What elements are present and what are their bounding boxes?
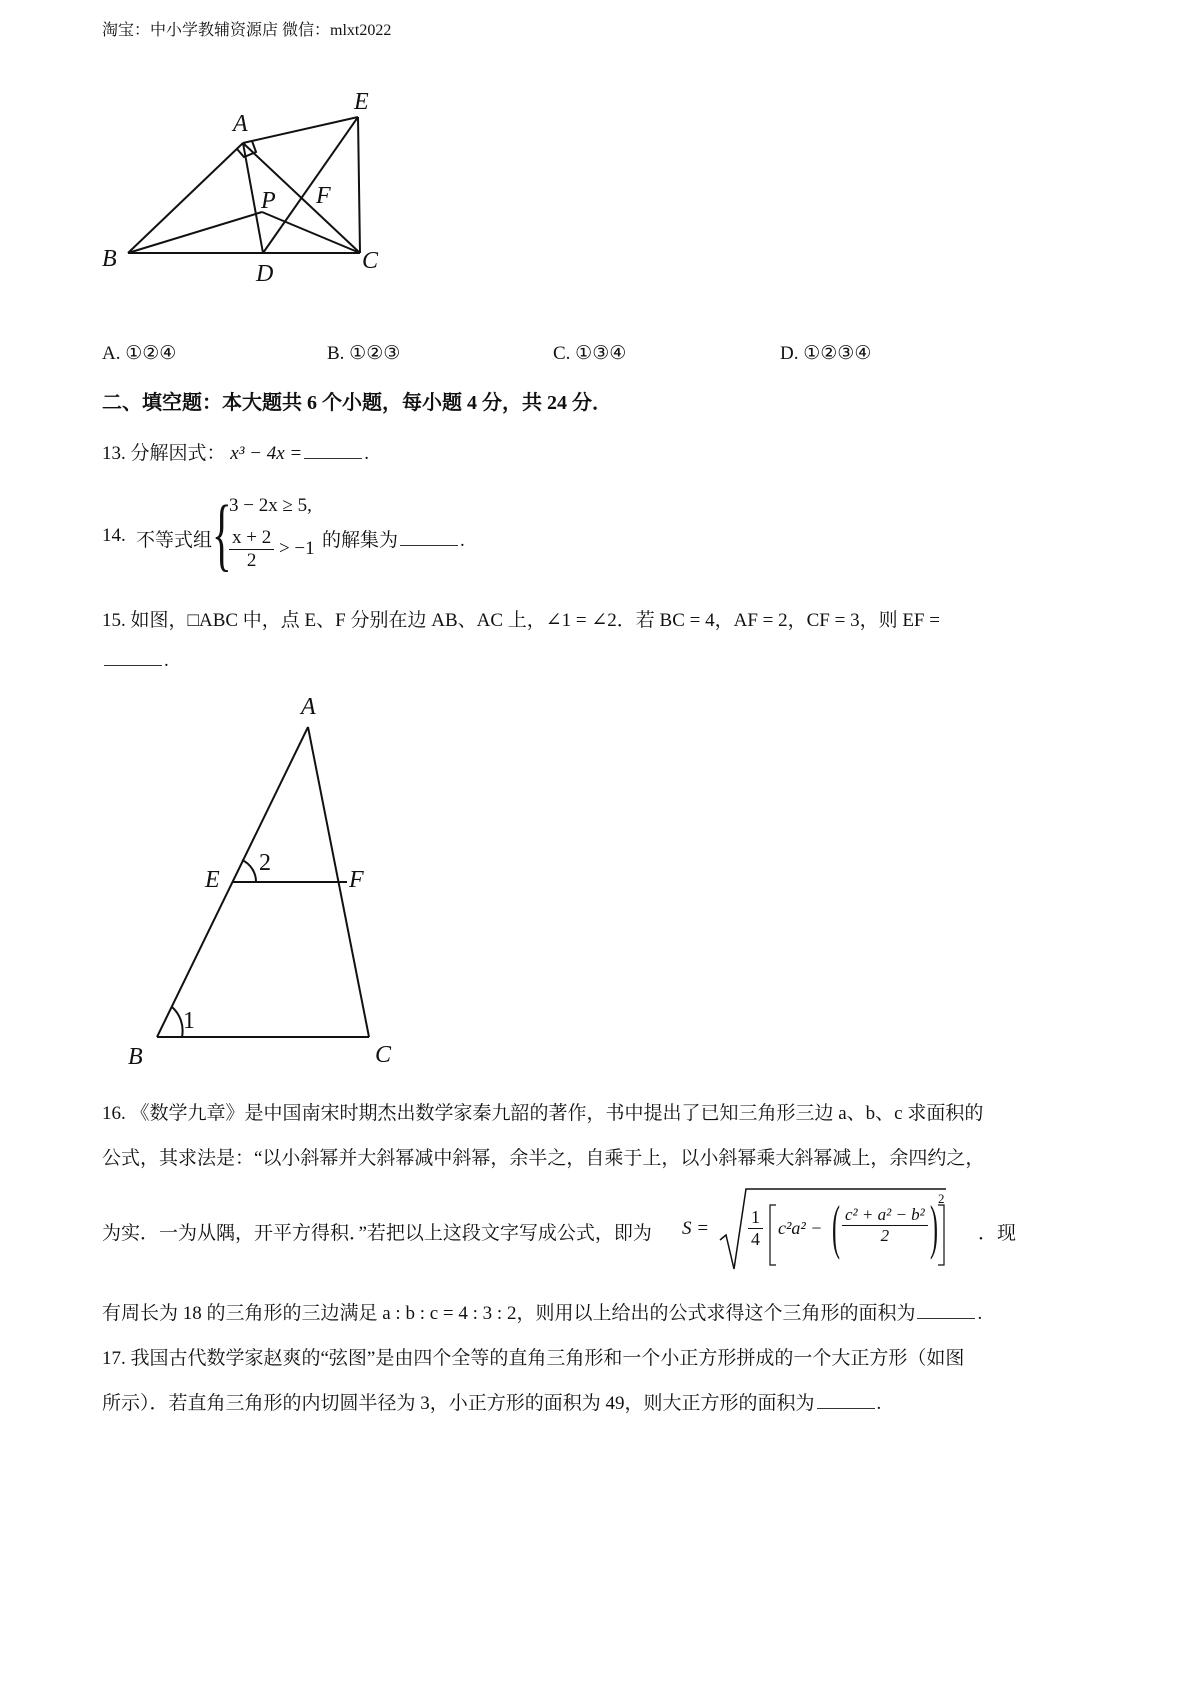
label-F: F	[316, 183, 331, 209]
period: .	[164, 650, 169, 671]
q14-inequality-2	[229, 527, 315, 572]
answer-blank	[104, 664, 162, 666]
label-A: A	[233, 111, 248, 137]
answer-blank	[917, 1317, 975, 1319]
q17-line-2	[102, 1388, 881, 1415]
option-b[interactable]: B. ①②③	[327, 343, 401, 364]
label-A: A	[301, 694, 316, 720]
one-quarter	[748, 1207, 763, 1250]
q13-text: 分解因式：	[130, 443, 226, 464]
geometry-figure-2	[120, 690, 400, 1080]
q14-tail	[322, 525, 465, 552]
period: .	[460, 530, 465, 551]
q17-line-2-text: 所示）．若直角三角形的内切圆半径为 3，小正方形的面积为 49，则大正方形的面积为	[102, 1393, 815, 1414]
numerator: 1	[748, 1207, 763, 1229]
inner-fraction	[842, 1205, 928, 1246]
q14-number: 14.	[102, 525, 126, 546]
label-F: F	[349, 867, 364, 893]
formula-lhs: S =	[682, 1218, 710, 1239]
label-B: B	[102, 246, 117, 272]
option-a[interactable]: A. ①②④	[102, 343, 177, 364]
answer-blank	[304, 457, 362, 459]
q13-number: 13.	[102, 443, 126, 464]
q16-line-3: 为实．一为从隅，开平方得积．”若把以上这段文字写成公式，即为	[102, 1223, 652, 1244]
angle-2-label: 2	[259, 850, 271, 876]
rhs: > −1	[278, 537, 315, 559]
page-header: 淘宝：中小学教辅资源店 微信：mlxt2022	[102, 22, 392, 39]
label-P: P	[261, 188, 276, 214]
angle-1-label: 1	[183, 1008, 195, 1034]
label-C: C	[362, 248, 379, 274]
q14-text: 不等式组	[136, 530, 213, 551]
question-15: 15. 如图，□ABC 中，点 E、F 分别在边 AB、AC 上，∠1 = ∠2．若 BC = 4，AF = 2，CF = 3，则 EF =	[102, 610, 940, 631]
paren-right: )	[930, 1194, 938, 1260]
numerator: c² + a² − b²	[842, 1205, 928, 1226]
label-B: B	[128, 1044, 143, 1070]
q13-expression: x³ − 4x =	[230, 443, 303, 464]
section-title: 二、填空题：本大题共 6 个小题，每小题 4 分，共 24 分．	[102, 392, 612, 414]
heron-formula	[682, 1185, 1017, 1275]
denominator: 4	[751, 1229, 760, 1249]
q16-line-1: 16. 《数学九章》是中国南宋时期杰出数学家秦九韶的著作，书中提出了已知三角形三边 a、b、c 求面积的	[102, 1103, 984, 1124]
answer-blank	[817, 1407, 875, 1409]
paren-left: (	[832, 1194, 840, 1260]
formula-term1: c²a² −	[778, 1218, 823, 1238]
option-c[interactable]: C. ①③④	[553, 343, 627, 364]
label-E: E	[205, 867, 220, 893]
brace: {	[212, 488, 232, 579]
q17-line-1: 17. 我国古代数学家赵爽的“弦图”是由四个全等的直角三角形和一个小正方形拼成的一个大正方形（如图	[102, 1348, 965, 1369]
exponent: 2	[938, 1191, 945, 1206]
label-D: D	[256, 261, 274, 287]
label-C: C	[375, 1042, 392, 1068]
q16-line-3-end: ．现	[978, 1223, 1017, 1244]
q14-inequality-1: 3 − 2x ≥ 5,	[229, 495, 312, 516]
denominator: 2	[246, 550, 257, 571]
label-E: E	[354, 89, 369, 115]
period: .	[364, 443, 369, 464]
question-13	[102, 438, 369, 465]
period: .	[977, 1303, 983, 1324]
q15-answer	[102, 650, 169, 672]
numerator: x + 2	[229, 527, 274, 550]
q16-line-4-text: 有周长为 18 的三角形的三边满足 a : b : c = 4 : 3 : 2，则用以上给出的公式求得这个三角形的面积为	[102, 1303, 916, 1324]
period: .	[876, 1393, 882, 1414]
answer-blank	[400, 544, 458, 546]
q16-line-4	[102, 1298, 982, 1325]
q16-line-2: 公式，其求法是：“以小斜幂并大斜幂减中斜幂，余半之，自乘于上，以小斜幂乘大斜幂减上，余四约之，	[102, 1148, 985, 1169]
denominator: 2	[880, 1226, 890, 1245]
q14-after: 的解集为	[322, 530, 399, 551]
geometry-figure-1	[95, 85, 395, 295]
option-d[interactable]: D. ①②③④	[780, 343, 872, 364]
